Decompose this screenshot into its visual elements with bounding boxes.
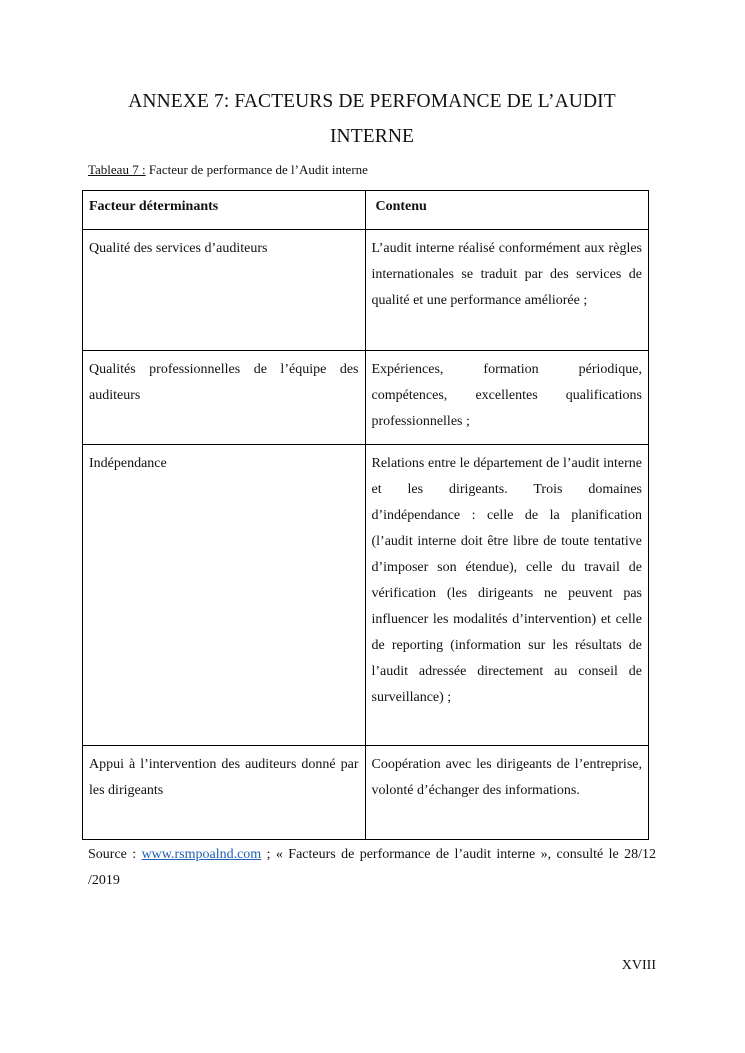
page-title xyxy=(88,84,656,154)
table-caption-text: Facteur de performance de l’Audit interne xyxy=(145,162,368,177)
source-note xyxy=(88,842,656,894)
performance-table xyxy=(82,190,649,840)
cell-facteur: Appui à l’intervention des auditeurs donné par les dirigeants xyxy=(83,746,366,840)
cell-facteur: Qualité des services d’auditeurs xyxy=(83,230,366,351)
cell-facteur: Indépendance xyxy=(83,445,366,746)
page-title-line-2: INTERNE xyxy=(329,126,415,147)
table-row xyxy=(83,230,649,351)
cell-contenu: Relations entre le département de l’audit interne et les dirigeants. Trois domaines d’indépendance : celle de la planification (l’audit interne doit être libre de toute tentative d’imposer son étendue), celle du travail de vérification (les dirigeants ne peuvent pas influencer les modalités d’intervention) et celle de reporting (information sur les résultats de l’audit adressée directement au conseil de surveillance) ; xyxy=(365,445,649,746)
table-header-row xyxy=(83,191,649,230)
table-caption-label: Tableau 7 : xyxy=(88,162,146,177)
cell-contenu: Coopération avec les dirigeants de l’entreprise, volonté d’échanger des informations. xyxy=(365,746,649,840)
source-link[interactable]: www.rsmpoalnd.com xyxy=(141,847,262,862)
page-title-line-1: ANNEXE 7: FACTEURS DE PERFOMANCE DE L’AUDIT xyxy=(128,91,616,112)
source-prefix: Source : xyxy=(88,847,142,862)
cell-facteur: Qualités professionnelles de l’équipe des auditeurs xyxy=(83,351,366,445)
cell-contenu: Expériences, formation périodique, compétences, excellentes qualifications professionnelles ; xyxy=(365,351,649,445)
table-row xyxy=(83,351,649,445)
cell-contenu: L’audit interne réalisé conformément aux règles internationales se traduit par des services de qualité et une performance améliorée ; xyxy=(365,230,649,351)
table-caption xyxy=(88,160,368,180)
page-number: XVIII xyxy=(621,958,656,973)
table-row xyxy=(83,445,649,746)
header-contenu: Contenu xyxy=(365,191,649,230)
source-suffix: ; « Facteurs de performance de l’audit interne », consulté le 28/12 /2019 xyxy=(88,847,656,888)
header-facteur: Facteur déterminants xyxy=(83,191,366,230)
table-row xyxy=(83,746,649,840)
